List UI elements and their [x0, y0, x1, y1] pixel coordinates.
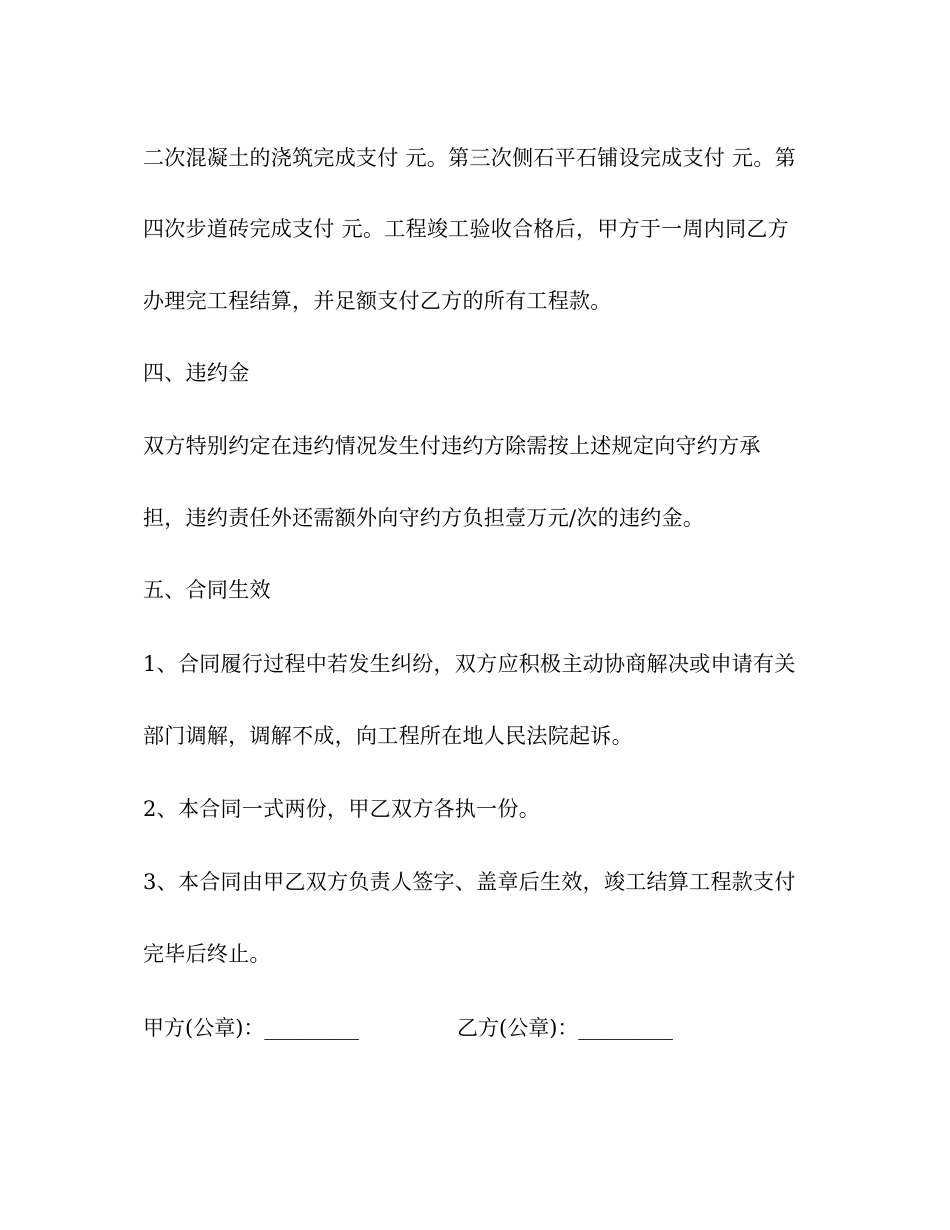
party-a-signature: 甲方(公章)：_________	[143, 1016, 359, 1040]
clause-1-line: 部门调解，调解不成，向工程所在地人民法院起诉。	[143, 724, 633, 748]
party-b-signature: 乙方(公章)：_________	[457, 1016, 673, 1040]
clause-3-line: 3、本合同由甲乙双方负责人签字、盖章后生效，竣工结算工程款支付	[143, 870, 796, 894]
section-heading-penalty: 四、违约金	[143, 361, 250, 385]
clause-3-line: 完毕后终止。	[143, 942, 271, 966]
paragraph-line: 担，违约责任外还需额外向守约方负担壹万元/次的违约金。	[143, 506, 705, 530]
section-heading-effect: 五、合同生效	[143, 578, 271, 602]
paragraph-line: 二次混凝土的浇筑完成支付 元。第三次侧石平石铺设完成支付 元。第	[143, 146, 796, 170]
clause-1-line: 1、合同履行过程中若发生纠纷，双方应积极主动协商解决或申请有关	[143, 652, 796, 676]
clause-2-line: 2、本合同一式两份，甲乙双方各执一份。	[143, 797, 541, 821]
paragraph-line: 双方特别约定在违约情况发生付违约方除需按上述规定向守约方承	[143, 434, 761, 458]
paragraph-line: 四次步道砖完成支付 元。工程竣工验收合格后，甲方于一周内同乙方	[143, 217, 789, 241]
paragraph-line: 办理完工程结算，并足额支付乙方的所有工程款。	[143, 289, 612, 313]
